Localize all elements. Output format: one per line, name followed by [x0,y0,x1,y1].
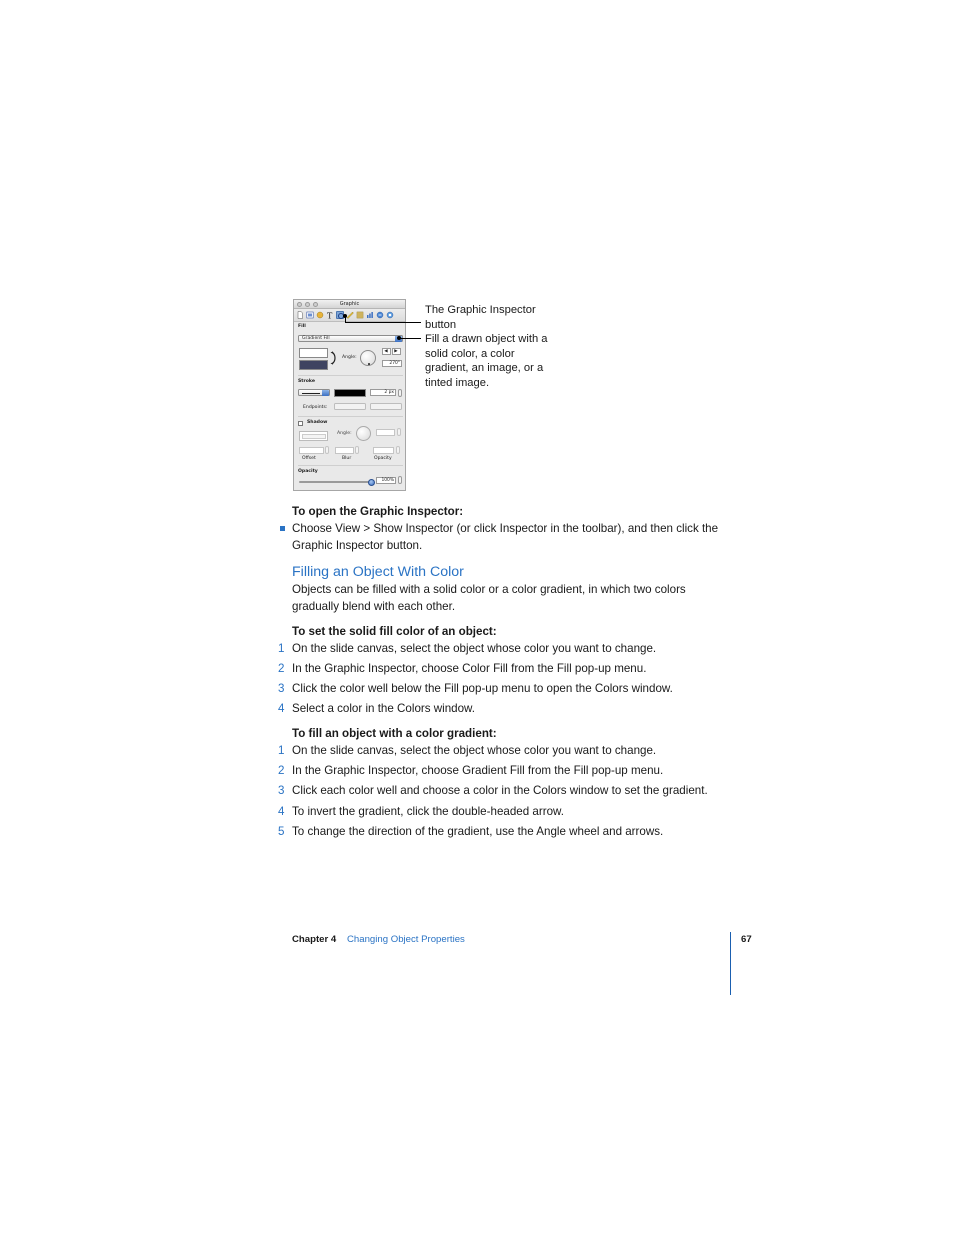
open-inspector-step-line2: Graphic Inspector button. [292,539,423,552]
list-item: Select a color in the Colors window. [292,702,476,715]
shadow-offset-label: Offset [302,456,316,461]
table-icon[interactable] [356,311,364,319]
text-icon[interactable] [326,311,334,319]
graphic-inspector-window [293,299,406,491]
gradient-end-color-well[interactable] [299,360,328,370]
end-endpoint-popup[interactable] [370,403,402,410]
step-number: 3 [278,682,285,695]
solid-fill-heading: To set the solid fill color of an object: [292,625,497,638]
chart-icon[interactable] [366,311,374,319]
stroke-width-field[interactable]: 2 px [370,389,396,396]
step-number: 4 [278,702,285,715]
popup-arrow-icon [322,390,329,396]
shadow-offset-stepper[interactable] [325,446,329,454]
window-titlebar [294,300,405,309]
callout-dot [397,336,401,340]
hyperlink-icon[interactable] [376,311,384,319]
fill-angle-label: Angle: [342,355,357,360]
step-number: 2 [278,764,285,777]
stroke-label: Stroke [298,379,315,384]
angle-right-arrow-button[interactable]: ▶ [392,348,401,355]
endpoints-label: Endpoints: [303,405,328,410]
inspector-toolbar [294,309,405,322]
open-inspector-heading: To open the Graphic Inspector: [292,505,464,518]
fill-popup-value: Gradient Fill [302,336,330,341]
step-number: 4 [278,805,285,818]
shadow-angle-label: Angle: [337,431,352,436]
list-item: To invert the gradient, click the double-headed arrow. [292,805,564,818]
list-item: Click the color well below the Fill pop-up menu to open the Colors window. [292,682,673,695]
angle-left-arrow-button[interactable]: ◀ [382,348,391,355]
window-title: Graphic [339,301,360,307]
footer-chapter: Chapter 4 [292,934,337,945]
step-number: 2 [278,662,285,675]
opacity-field[interactable]: 100% [376,477,396,484]
list-item: In the Graphic Inspector, choose Gradient Fill from the Fill pop-up menu. [292,764,664,777]
stroke-width-stepper[interactable] [398,389,402,397]
svg-text:T: T [327,310,333,319]
stroke-color-well[interactable] [334,389,366,397]
opacity-label: Opacity [298,469,318,474]
section-title: Filling an Object With Color [292,564,464,580]
list-item: Click each color well and choose a color in the Colors window to set the gradient. [292,784,708,797]
shadow-blur-label: Blur [342,456,352,461]
shadow-opacity-label: Opacity [374,456,392,461]
opacity-slider[interactable] [299,481,371,483]
opacity-stepper[interactable] [398,476,402,484]
fill-label: Fill [298,324,306,329]
build-icon[interactable] [316,311,324,319]
shadow-label: Shadow [307,420,328,425]
gradient-fill-heading: To fill an object with a color gradient: [292,727,497,740]
invert-gradient-arrow-icon[interactable] [330,351,336,365]
callout-inspector-button: The Graphic Inspector button [425,304,536,331]
step-number: 5 [278,825,285,838]
section-intro-line1: Objects can be filled with a solid color or a color gradient, in which two colors [292,583,686,596]
gradient-start-color-well[interactable] [299,348,328,358]
start-endpoint-popup[interactable] [334,403,366,410]
shadow-blur-field[interactable] [335,447,354,454]
step-number: 3 [278,784,285,797]
quicktime-icon[interactable] [386,311,394,319]
document-icon[interactable] [296,311,304,319]
list-item: On the slide canvas, select the object whose color you want to change. [292,744,657,757]
shadow-angle-wheel[interactable] [356,426,371,441]
fill-popup-menu[interactable] [298,335,403,342]
shadow-angle-stepper[interactable] [397,428,401,436]
footer-chapter-title[interactable]: Changing Object Properties [347,934,465,945]
shadow-offset-field[interactable] [299,447,324,454]
step-number: 1 [278,642,285,655]
metrics-icon[interactable] [346,311,354,319]
callout-line-fill-popup [399,338,421,339]
list-item: To change the direction of the gradient, use the Angle wheel and arrows. [292,825,664,838]
callout-line-inspector-button [345,322,421,323]
separator [298,416,403,417]
page-number: 67 [741,934,752,945]
separator [298,375,403,376]
bullet-icon [280,526,285,531]
callout-dot [343,314,347,318]
slide-icon[interactable] [306,311,314,319]
opacity-slider-knob[interactable] [368,479,375,486]
callout-fill-popup: Fill a drawn object with a solid color, a color gradient, an image, or a tinted image. [425,333,548,389]
fill-angle-field[interactable]: 270° [382,360,402,367]
open-inspector-step-line1: Choose View > Show Inspector (or click Inspector in the toolbar), and then click the [292,522,719,535]
list-item: On the slide canvas, select the object whose color you want to change. [292,642,657,655]
footer-rule [730,932,731,995]
list-item: In the Graphic Inspector, choose Color Fill from the Fill pop-up menu. [292,662,647,675]
section-intro-line2: gradually blend with each other. [292,600,456,613]
shadow-opacity-field[interactable] [373,447,394,454]
shadow-opacity-stepper[interactable] [396,446,400,454]
shadow-color-well[interactable] [299,431,328,441]
shadow-blur-stepper[interactable] [355,446,359,454]
shadow-checkbox[interactable] [298,421,303,426]
stroke-style-popup[interactable] [298,389,330,396]
separator [298,465,403,466]
shadow-angle-field[interactable] [376,429,395,436]
step-number: 1 [278,744,285,757]
fill-angle-wheel[interactable] [360,350,376,366]
